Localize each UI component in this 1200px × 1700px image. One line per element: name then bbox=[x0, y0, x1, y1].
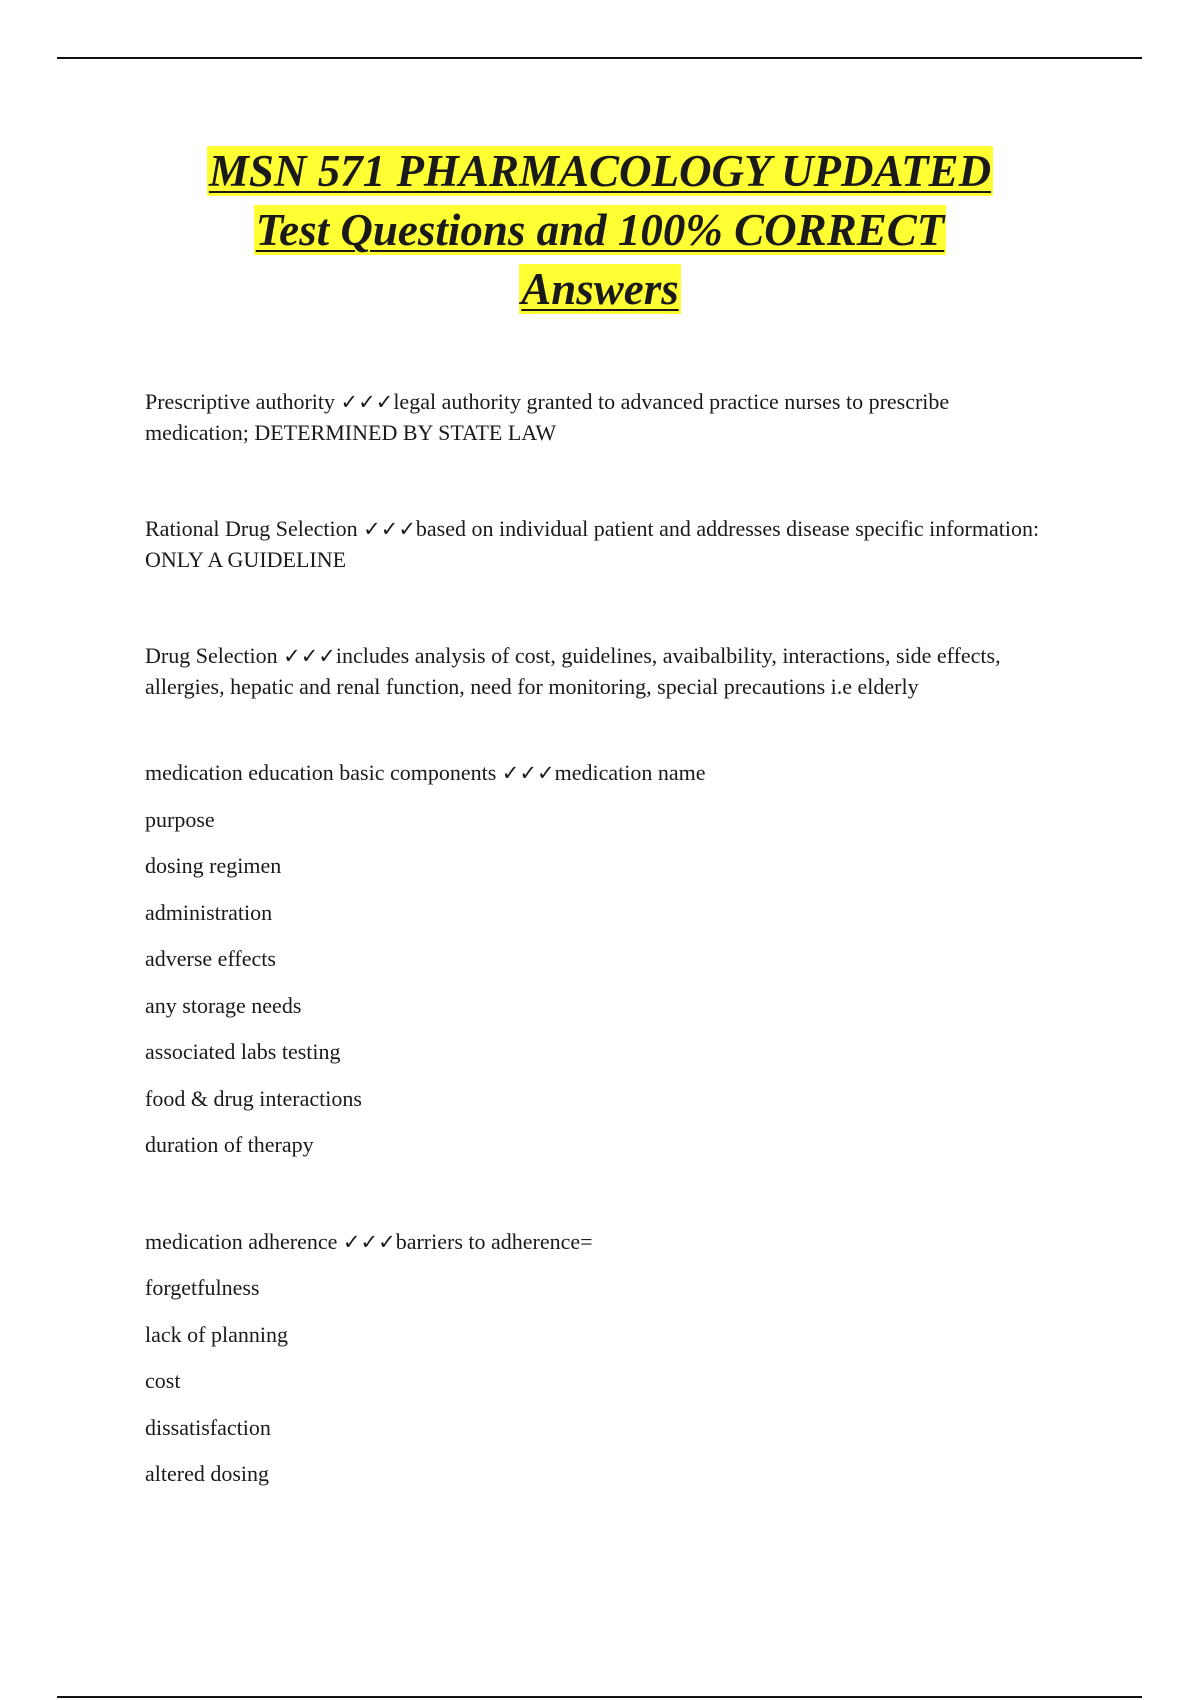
top-rule bbox=[57, 57, 1142, 59]
entry-prescriptive-authority bbox=[145, 387, 1045, 448]
check-marks: ✓✓✓ bbox=[363, 517, 416, 541]
title-line-3: Answers bbox=[521, 264, 679, 314]
title-line-2: Test Questions and 100% CORRECT bbox=[255, 205, 945, 255]
entry-head bbox=[145, 758, 1045, 789]
entry-definition: legal authority granted to advanced practice nurses to prescribe medication; DETERMINED BY STATE LAW bbox=[145, 389, 950, 445]
entry-definition: medication name bbox=[554, 760, 706, 785]
entry-term: Drug Selection bbox=[145, 643, 278, 668]
list-item: altered dosing bbox=[145, 1461, 270, 1486]
entry-rational-drug-selection bbox=[145, 514, 1045, 575]
entry-term: Prescriptive authority bbox=[145, 389, 336, 414]
list-item: cost bbox=[145, 1368, 181, 1393]
entry-definition: barriers to adherence= bbox=[395, 1228, 593, 1254]
entry-term: medication education basic components bbox=[145, 760, 497, 785]
list-item: adverse effects bbox=[145, 946, 276, 971]
title-line-1: MSN 571 PHARMACOLOGY UPDATED bbox=[208, 146, 992, 196]
entry-drug-selection bbox=[145, 641, 1045, 702]
entry-head bbox=[145, 1227, 1045, 1258]
check-marks: ✓✓✓ bbox=[283, 644, 336, 668]
list-item: any storage needs bbox=[145, 992, 302, 1018]
list-item: forgetfulness bbox=[145, 1275, 260, 1300]
check-marks: ✓✓✓ bbox=[342, 1229, 396, 1254]
list-item: duration of therapy bbox=[145, 1132, 314, 1157]
list-item: administration bbox=[145, 899, 273, 925]
list-item: lack of planning bbox=[145, 1321, 288, 1347]
bottom-rule bbox=[57, 1696, 1142, 1698]
list-item: associated labs testing bbox=[145, 1039, 341, 1064]
entry-definition: based on individual patient and addresses disease specific information: ONLY A GUIDELINE bbox=[145, 516, 1040, 572]
list-item: purpose bbox=[145, 806, 215, 832]
list-item: dosing regimen bbox=[145, 853, 282, 878]
entry-medication-education bbox=[145, 758, 1045, 1161]
document-body bbox=[145, 387, 1045, 1490]
entry-definition: includes analysis of cost, guidelines, avaibalbility, interactions, side effects, allergies, hepatic and renal function, need for monitoring, special precautions i.e elderly bbox=[145, 643, 1001, 699]
check-marks: ✓✓✓ bbox=[340, 390, 394, 414]
entry-medication-adherence bbox=[145, 1227, 1045, 1490]
entry-term: medication adherence bbox=[145, 1228, 338, 1254]
check-marks: ✓✓✓ bbox=[501, 761, 555, 785]
list-item: dissatisfaction bbox=[145, 1414, 271, 1440]
document-title bbox=[100, 142, 1100, 319]
entry-term: Rational Drug Selection bbox=[145, 516, 358, 541]
list-item: food & drug interactions bbox=[145, 1085, 362, 1111]
